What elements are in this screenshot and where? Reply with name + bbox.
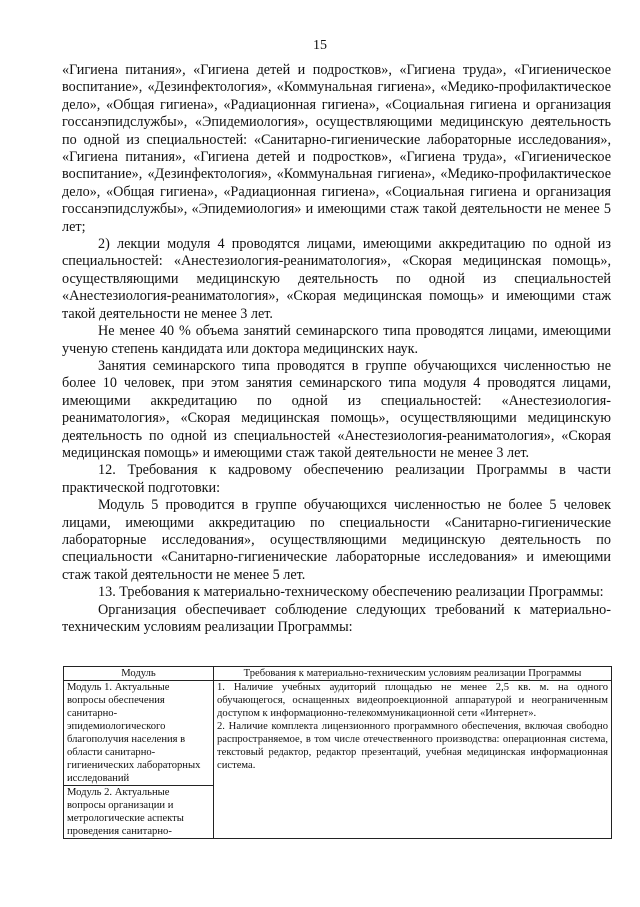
module-2-cell: Модуль 2. Актуальные вопросы организации и метрологические аспекты проведения санитарно-	[64, 786, 214, 839]
paragraph-academic-degree: Не менее 40 % объема занятий семинарского типа проводятся лицами, имеющими ученую степень кандидата или доктора медицинских наук.	[62, 323, 611, 357]
requirements-cell	[214, 681, 612, 839]
requirement-2: 2. Наличие комплекта лицензионного программного обеспечения, включая свободно распространяемое, в том числе отечественного производства: операционная система, текстовый редактор, редактор презентаций, учебная медицинская информационная система.	[217, 721, 608, 771]
paragraph-section-13: 13. Требования к материально-техническому обеспечению реализации Программы:	[98, 584, 604, 601]
table-header-row	[64, 667, 612, 681]
paragraph-specialties-continued: «Гигиена питания», «Гигиена детей и подростков», «Гигиена труда», «Гигиеническое воспитание», «Дезинфектология», «Коммунальная гигиена», «Медико-профилактическое дело», «Общая гигиена», «Радиационная гигиена», «Социальная гигиена и организация госсанэпидслужбы», «Эпидемиология», осуществляющими медицинскую деятельность по одной из специальностей: «Санитарно-гигиенические лабораторные исследования», «Гигиена питания», «Гигиена детей и подростков», «Гигиена труда», «Гигиеническое воспитание», «Дезинфектология», «Коммунальная гигиена», «Медико-профилактическое дело», «Общая гигиена», «Радиационная гигиена», «Социальная гигиена и организация госсанэпидслужбы», «Эпидемиология» и имеющими стаж такой деятельности не менее 5 лет;	[62, 62, 611, 235]
paragraph-organization-requirements: Организация обеспечивает соблюдение следующих требований к материально-техническим условиям реализации Программы:	[62, 601, 611, 635]
header-module: Модуль	[64, 667, 214, 681]
module-1-cell: Модуль 1. Актуальные вопросы обеспечения санитарно-эпидемиологического благополучия населения в области санитарно-гигиенических лабораторных исследований	[64, 681, 214, 786]
page-number: 15	[313, 38, 327, 53]
paragraph-seminar-groups: Занятия семинарского типа проводятся в группе обучающихся численностью не более 10 человек, при этом занятия семинарского типа модуля 4 проводятся лицами, имеющими аккредитацию по одной из специальностей: «Анестезиология-реаниматология», «Скорая медицинская помощь», осуществляющими медицинскую деятельность по одной из специальностей «Анестезиология-реаниматология», «Скорая медицинская помощь» и имеющими стаж такой деятельности не менее 3 лет.	[62, 357, 611, 461]
paragraph-lectures-module-4: 2) лекции модуля 4 проводятся лицами, имеющими аккредитацию по одной из специальностей: «Анестезиология-реаниматология», «Скорая медицинская помощь», осуществляющими медицинскую деятельность по одной из специальностей «Анестезиология-реаниматология», «Скорая медицинская помощь» и имеющими стаж такой деятельности не менее 3 лет.	[62, 236, 611, 322]
body-text	[62, 62, 611, 636]
requirements-table	[63, 666, 612, 839]
header-requirements: Требования к материально-техническим условиям реализации Программы	[214, 667, 612, 681]
paragraph-module-5: Модуль 5 проводится в группе обучающихся численностью не более 5 человек лицами, имеющими аккредитацию по специальности «Санитарно-гигиенические лабораторные исследования», осуществляющими медицинскую деятельность по специальности «Санитарно-гигиенические лабораторные исследования» и имеющими стаж такой деятельности не менее 5 лет.	[62, 497, 611, 583]
table-row	[64, 681, 612, 786]
requirement-1: 1. Наличие учебных аудиторий площадью не менее 2,5 кв. м. на одного обучающегося, оснащенных видеопроекционной аппаратурой и неограниченным доступом к информационно-телекоммуникационной сети «Интернет».	[217, 682, 608, 719]
paragraph-section-12: 12. Требования к кадровому обеспечению реализации Программы в части практической подготовки:	[62, 462, 611, 496]
